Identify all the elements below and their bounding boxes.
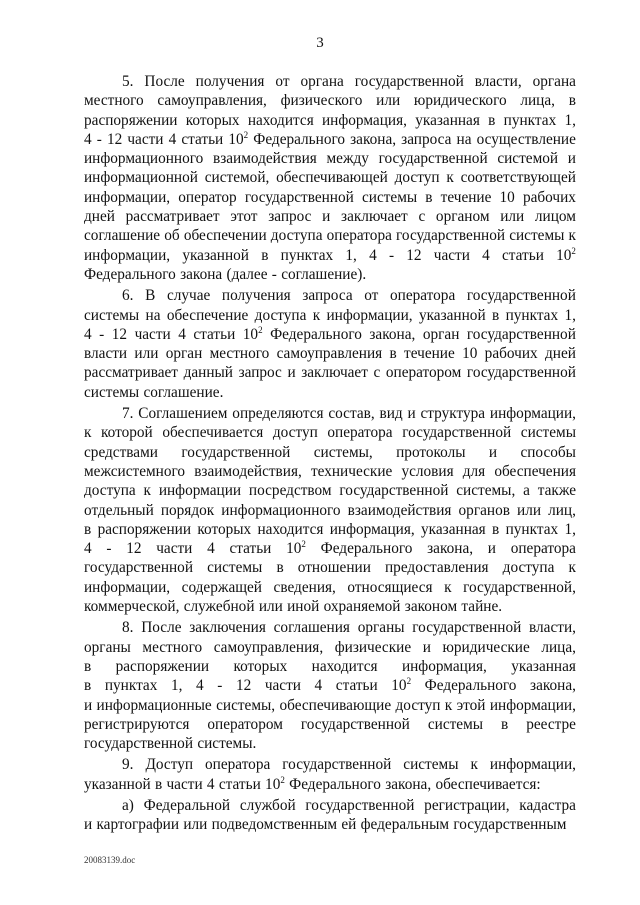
text-line: средствами государственной системы, протоколы и способы (84, 443, 576, 461)
text-line: информационного взаимодействия между государственной системой и (84, 150, 576, 168)
text-line: 7. Соглашением определяются состав, вид и структура информации, (122, 405, 576, 423)
paragraph-clause-8 (84, 618, 576, 753)
text-line: указанной в части 4 статьи $10^2$ Федерального закона, обеспечивается: (84, 774, 541, 793)
text-line: 5. После получения от органа государственной власти, органа (122, 73, 576, 90)
footer-filename: 20083139.doc (84, 855, 136, 865)
text-line: власти или орган местного самоуправления в течение 10 рабочих дней (84, 345, 576, 363)
text-line: доступа к информации посредством государственной системы, а также (84, 482, 576, 500)
text-line: местного самоуправления, физического или юридического лица, в (84, 92, 576, 110)
text-line: а) Федеральной службой государственной регистрации, кадастра (122, 796, 576, 814)
text-line: в пунктах 1, 4 - 12 части 4 статьи $10^2$ Федерального закона, (84, 676, 576, 695)
text-line: 6. В случае получения запроса от оператора государственной (122, 287, 576, 305)
text-line: коммерческой, служебной или иной охраняемой законом тайне. (84, 598, 503, 616)
text-line: информационной системой, обеспечивающей доступ к соответствующей (84, 169, 576, 187)
text-line: отдельный порядок информационного взаимодействия органов или лиц, (84, 501, 576, 519)
text-line: информации, указанной в пунктах 1, 4 - 12 части 4 статьи $10^2$ (84, 245, 576, 264)
text-line: соглашение об обеспечении доступа оператора государственной системы к (84, 227, 576, 245)
text-line: регистрируются оператором государственной системы в реестре (84, 715, 576, 733)
text-line: и картографии или подведомственным ей федеральным государственным (84, 816, 567, 834)
paragraph-clause-9a (84, 796, 576, 835)
text-line: 4 - 12 части 4 статьи $10^2$ Федерального закона, орган государственной (84, 324, 576, 343)
text-line: государственной системы в отношении предоставления доступа к (84, 559, 576, 577)
text-line: государственной системы. (84, 735, 257, 753)
document-body (84, 72, 576, 835)
text-line: дней рассматривает этот запрос и заключает с органом или лицом (84, 208, 576, 226)
text-line: в распоряжении которых находится информация, указанная в пунктах 1, (84, 520, 576, 538)
paragraph-clause-7 (84, 404, 576, 616)
text-line: в распоряжении которых находится информация, указанная (84, 657, 576, 675)
text-line: системы на обеспечение доступа к информации, указанной в пунктах 1, (84, 306, 576, 324)
paragraph-clause-6 (84, 286, 576, 402)
text-line: 4 - 12 части 4 статьи $10^2$ Федерального закона, и оператора (84, 539, 576, 558)
paragraph-clause-9 (84, 755, 576, 794)
text-line: межсистемного взаимодействия, технические условия для обеспечения (84, 462, 576, 480)
text-line: Федерального закона (далее - соглашение). (84, 265, 367, 283)
text-line: системы соглашение. (84, 383, 224, 401)
paragraph-clause-5 (84, 72, 576, 284)
text-line: информации, содержащей сведения, относящиеся к государственной, (84, 578, 576, 596)
text-line: 4 - 12 части 4 статьи $10^2$ Федерального закона, запроса на осуществление (84, 129, 576, 148)
page-number: 3 (316, 35, 324, 51)
text-line: информации, оператор государственной системы в течение 10 рабочих (84, 188, 576, 206)
text-line: распоряжении которых находится информация, указанная в пунктах 1, (84, 111, 576, 129)
text-line: 8. После заключения соглашения органы государственной власти, (122, 619, 576, 637)
text-line: рассматривает данный запрос и заключает с оператором государственной (84, 364, 576, 382)
text-line: органы местного самоуправления, физические и юридические лица, (84, 638, 576, 656)
text-line: и информационные системы, обеспечивающие доступ к этой информации, (84, 696, 576, 714)
text-line: к которой обеспечивается доступ оператора государственной системы (84, 424, 576, 442)
text-line: 9. Доступ оператора государственной системы к информации, (122, 756, 576, 774)
